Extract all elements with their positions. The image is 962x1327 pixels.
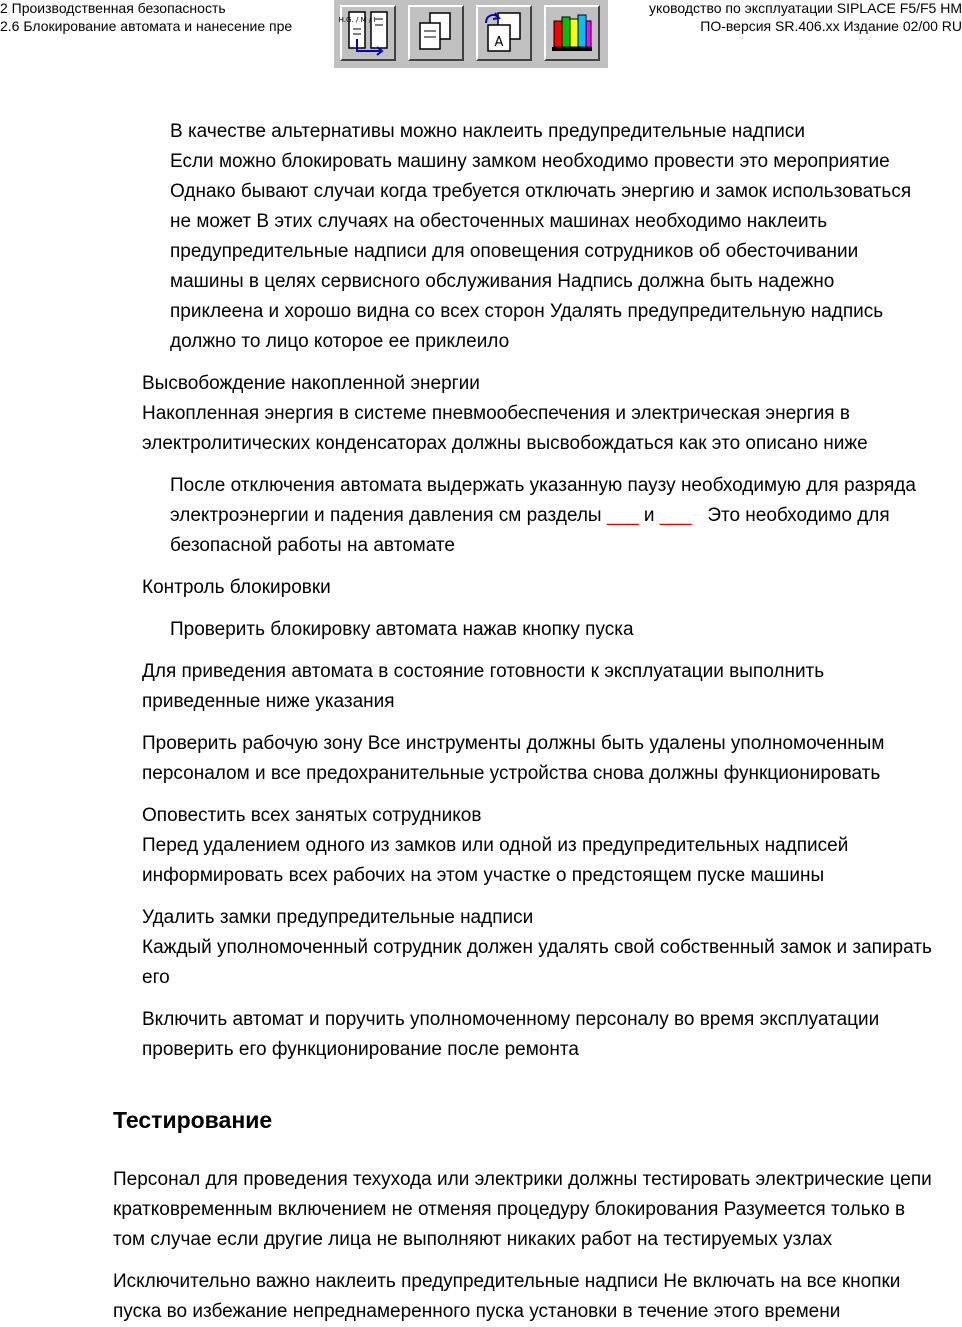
text-line: не может В этих случаях на обесточенных машинах необходимо наклеить — [170, 211, 828, 232]
structure-nav-button[interactable] — [340, 5, 396, 61]
text-line: безопасной работы на автомате — [170, 535, 455, 556]
text-line: Контроль блокировки — [142, 577, 331, 598]
text-line: Проверить рабочую зону Все инструменты должны быть удалены уполномоченным — [142, 733, 885, 754]
text-line: электролитических конденсаторах должны высвобождаться как это описано ниже — [142, 433, 868, 454]
text-line: Удалить замки предупредительные надписи — [142, 907, 534, 928]
text-line: Оповестить всех занятых сотрудников — [142, 805, 482, 826]
section-reference-link[interactable]: ___ — [606, 505, 639, 526]
text-line: В качестве альтернативы можно наклеить предупредительные надписи — [170, 121, 805, 142]
navigation-toolbar — [334, 0, 608, 68]
text-line: информировать всех рабочих на этом участке о предстоящем пуске машины — [142, 865, 825, 886]
text-line: кратковременным включением не отменяя процедуру блокирования Разумеется только в — [113, 1199, 906, 1220]
text-line: пуска во избежание непреднамеренного пуска установки в течение этого времени — [113, 1301, 841, 1322]
text-line: персоналом и все предохранительные устройства снова должны функционировать — [142, 763, 881, 784]
text-line: предупредительные надписи для оповещения сотрудников об обесточивании — [170, 241, 859, 262]
pages-button[interactable] — [408, 5, 464, 61]
section-reference-link[interactable]: ___ — [659, 505, 692, 526]
section-heading: Тестирование — [113, 1107, 273, 1133]
text-line: Каждый уполномоченный сотрудник должен удалять свой собственный замок и запирать — [142, 937, 932, 958]
text-line: Высвобождение накопленной энергии — [142, 373, 480, 394]
pages-icon — [412, 9, 460, 57]
page-search-icon — [480, 9, 528, 57]
books-icon — [548, 9, 596, 57]
text-line: машины в целях сервисного обслуживания Надпись должна быть надежно — [170, 271, 835, 292]
text-line: Перед удалением одного из замков или одной из предупредительных надписей — [142, 835, 849, 856]
text-segment: электроэнергии и падения давления см разделы — [170, 505, 602, 526]
header-chapter: 2 Производственная безопасность — [0, 0, 226, 16]
text-line: Проверить блокировку автомата нажав кнопку пуска — [170, 619, 634, 640]
text-line: его — [142, 967, 170, 988]
text-line: приведенные ниже указания — [142, 691, 395, 712]
text-line: проверить его функционирование после ремонта — [142, 1039, 579, 1060]
text-line: Исключительно важно наклеить предупредительные надписи Не включать на все кнопки — [113, 1271, 901, 1292]
text-line: Однако бывают случаи когда требуется отключать энергию и замок использоваться — [170, 181, 912, 202]
text-line-with-refs — [170, 501, 890, 531]
text-line: приклеена и хорошо видна со всех сторон Удалять предупредительную надпись — [170, 301, 884, 322]
text-line: После отключения автомата выдержать указанную паузу необходимую для разряда — [170, 475, 916, 496]
text-line: должно то лицо которое ее приклеило — [170, 331, 510, 352]
text-line: Для приведения автомата в состояние готовности к эксплуатации выполнить — [142, 661, 825, 682]
page-search-button[interactable] — [476, 5, 532, 61]
header-manual-title: уководство по эксплуатации SIPLACE F5/F5 HM — [649, 0, 962, 16]
header-section: 2.6 Блокирование автомата и нанесение пре — [0, 18, 293, 34]
text-line: Персонал для проведения техухода или электрики должны тестировать электрические цепи — [113, 1169, 932, 1190]
text-line: Включить автомат и поручить уполномоченному персоналу во время эксплуатации — [142, 1009, 880, 1030]
text-segment: Это необходимо для — [707, 505, 890, 526]
library-button[interactable] — [544, 5, 600, 61]
text-line: Накопленная энергия в системе пневмообеспечения и электрическая энергия в — [142, 403, 850, 424]
page-search-label: A — [494, 35, 504, 50]
text-line: том случае если другие лица не выполняют никаких работ на тестируемых узлах — [113, 1229, 833, 1250]
structure-nav-label: H.G. / M / I — [338, 16, 376, 24]
text-segment: и — [643, 505, 655, 526]
text-line: Если можно блокировать машину замком необходимо провести это мероприятие — [170, 151, 890, 172]
structure-nav-icon — [338, 9, 392, 57]
header-version: ПО-версия SR.406.xx Издание 02/00 RU — [700, 18, 962, 34]
